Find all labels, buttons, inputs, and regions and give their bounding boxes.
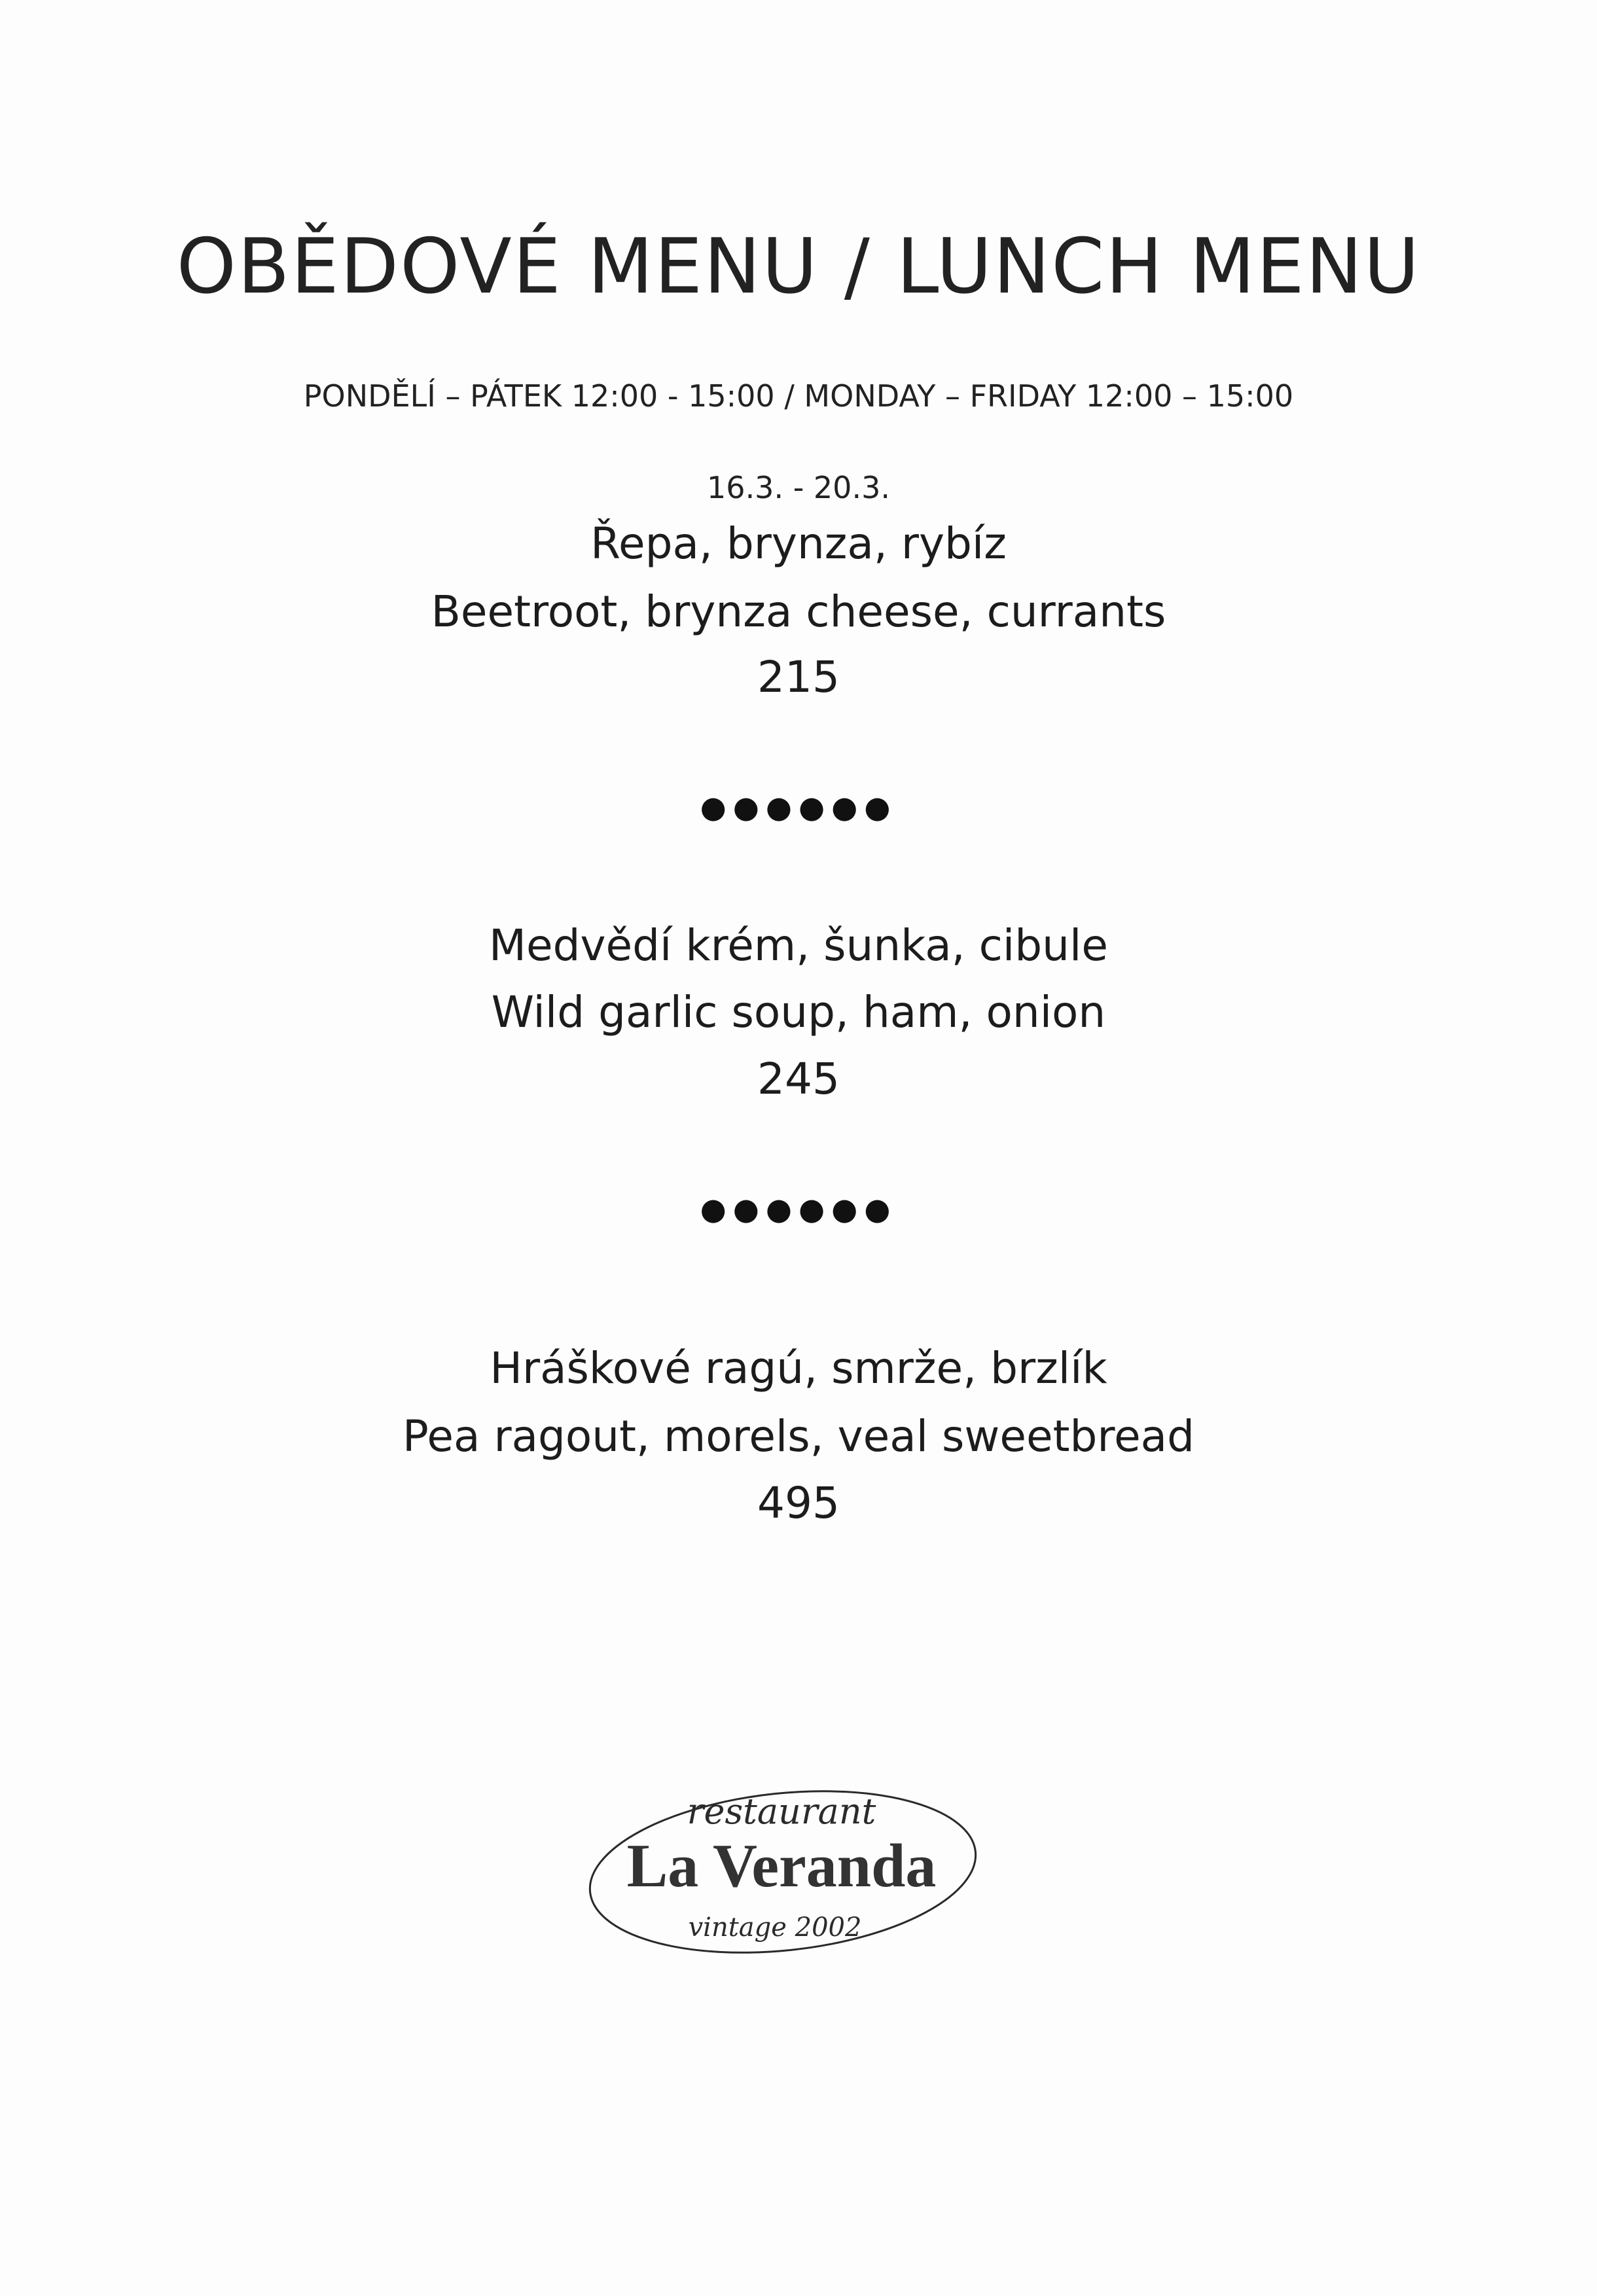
- date-range: 16.3. - 20.3.: [707, 470, 890, 505]
- dish-3-name-en: Pea ragout, morels, veal sweetbread: [402, 1411, 1195, 1462]
- logo-name: La Veranda: [626, 1832, 937, 1900]
- logo-bottom-text: vintage 2002: [688, 1912, 862, 1943]
- separator-2: ●●●●●●: [700, 1191, 897, 1227]
- dish-2-name-cz: Medvědí krém, šunka, cibule: [489, 920, 1108, 971]
- dish-2-price: 245: [757, 1054, 840, 1104]
- restaurant-logo: [585, 1767, 983, 1964]
- page-title: OBĚDOVÉ MENU / LUNCH MENU: [176, 223, 1421, 311]
- dish-1-price: 215: [757, 652, 840, 702]
- dish-1-name-cz: Řepa, brynza, rybíz: [590, 518, 1007, 569]
- separator-1: ●●●●●●: [700, 789, 897, 825]
- dish-2-name-en: Wild garlic soup, ham, onion: [491, 987, 1106, 1037]
- logo-top-text: restaurant: [687, 1791, 876, 1832]
- dish-3-price: 495: [757, 1478, 840, 1528]
- dish-1-name-en: Beetroot, brynza cheese, currants: [431, 586, 1166, 637]
- dish-3-name-cz: Hráškové ragú, smrže, brzlík: [490, 1343, 1107, 1393]
- opening-hours: PONDĚLÍ – PÁTEK 12:00 - 15:00 / MONDAY – FRIDAY 12:00 – 15:00: [303, 378, 1294, 414]
